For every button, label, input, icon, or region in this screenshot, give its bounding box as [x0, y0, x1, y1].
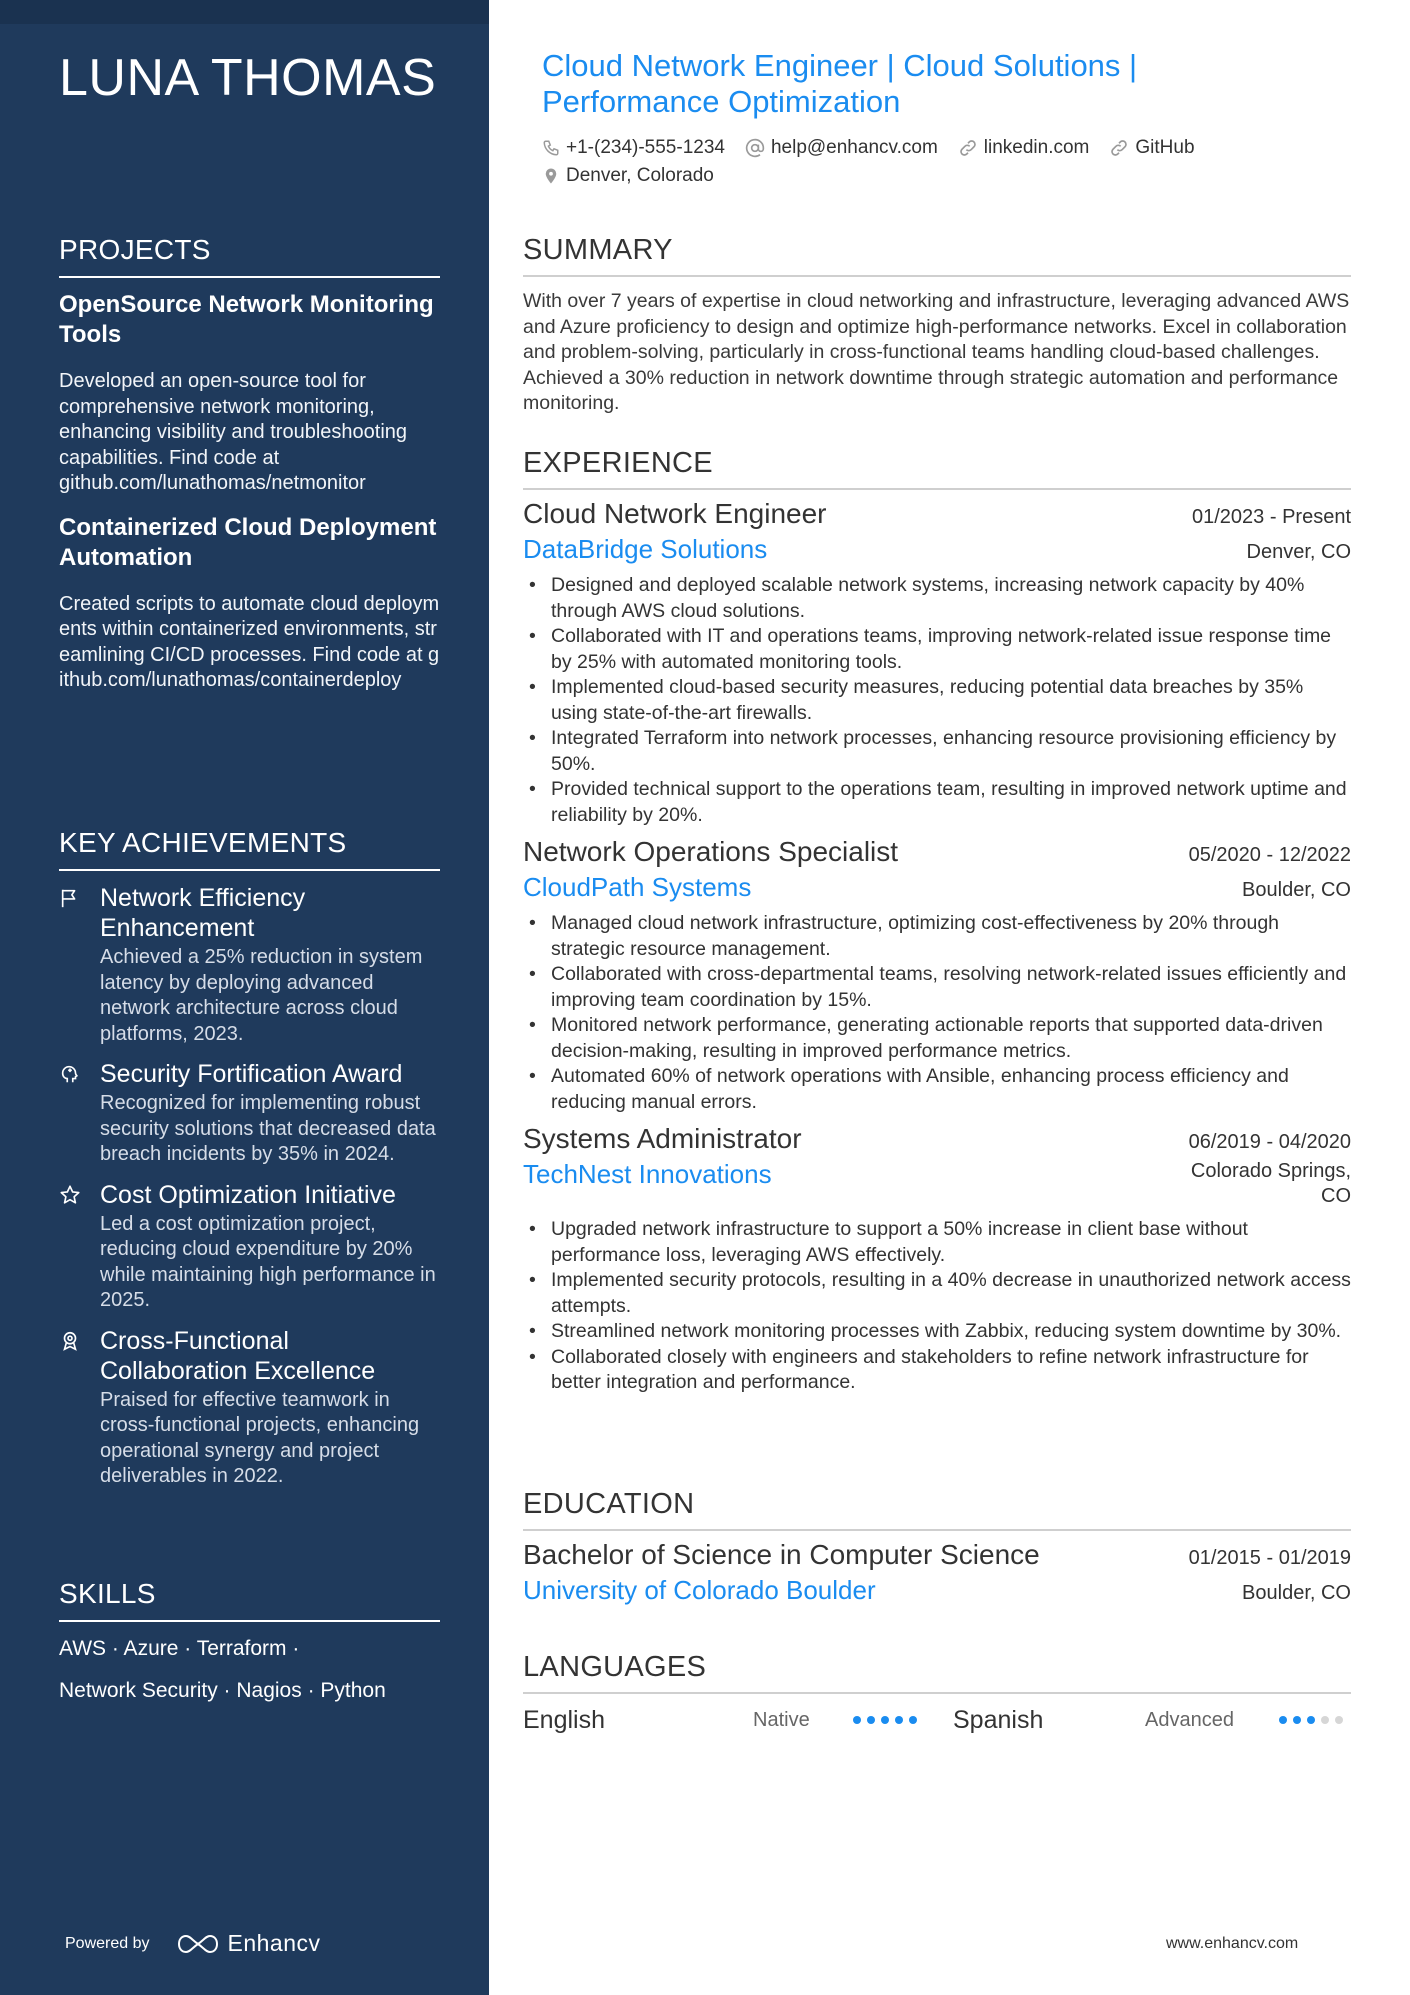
- language-name: Spanish: [953, 1705, 1044, 1734]
- skills-section: [59, 1578, 440, 1704]
- experience-section: [523, 447, 1351, 1396]
- job-bullets: [523, 911, 1351, 1115]
- list-item: • Integrated Terraform into network processes, enhancing resource provisioning efficiency by 50%.: [523, 726, 1351, 777]
- project-title: OpenSource Network Monitoring Tools: [59, 291, 434, 348]
- job-entry: [523, 498, 1351, 828]
- job-dates: 05/2020 - 12/2022: [1188, 844, 1351, 866]
- project-title: Containerized Cloud Deployment Automation: [59, 513, 437, 571]
- contact-phone[interactable]: +1-(234)-555-1234: [542, 137, 725, 159]
- job-location: Colorado Springs, CO: [1190, 1160, 1351, 1207]
- contact-location: Denver, Colorado: [542, 165, 714, 187]
- achievements-heading: KEY ACHIEVEMENTS: [59, 827, 440, 871]
- sidebar: [0, 0, 489, 1995]
- contact-linkedin[interactable]: linkedin.com: [958, 137, 1090, 159]
- list-item: • Managed cloud network infrastructure, optimizing cost-effectiveness by 20% through strategic resource management.: [523, 911, 1351, 962]
- project-description: Created scripts to automate cloud deployments within containerized environments, streamlining CI/CD processes. Find code at github.com/lunathomas/containerdeploy: [59, 592, 440, 691]
- link-icon: [1109, 138, 1129, 158]
- languages-row: [523, 1704, 1351, 1736]
- proficiency-dot: [909, 1716, 917, 1724]
- link-icon: [958, 138, 978, 158]
- contact-email[interactable]: help@enhancv.com: [745, 137, 938, 159]
- achievement-description: Led a cost optimization project, reducing cloud expenditure by 20% while maintaining high performance in 2025.: [100, 1212, 436, 1311]
- achievement-title: Cost Optimization Initiative: [100, 1180, 396, 1209]
- achievement-title: Network Efficiency Enhancement: [100, 884, 306, 942]
- job-location: Boulder, CO: [1242, 879, 1351, 901]
- list-item: • Upgraded network infrastructure to support a 50% increase in client base without performance loss, leveraging AWS effectively.: [523, 1217, 1351, 1268]
- proficiency-dot: [881, 1716, 889, 1724]
- project-item: [59, 290, 440, 497]
- list-item: • Monitored network performance, generating actionable reports that supported data-driven decision-making, resulting in improved performance metrics.: [523, 1013, 1351, 1064]
- languages-section: [523, 1651, 1351, 1736]
- proficiency-dot: [867, 1716, 875, 1724]
- job-title: Systems Administrator: [523, 1123, 802, 1154]
- job-title: Cloud Network Engineer: [523, 498, 827, 529]
- summary-text: With over 7 years of expertise in cloud networking and infrastructure, leveraging advanced AWS and Azure proficiency to design and optimize high-performance networks. Excel in collaboration and problem-solving, particularly in cross-functional teams handling cloud-based challenges. Achieved a 30% reduction in network downtime through strategic automation and performance monitoring.: [523, 290, 1350, 414]
- summary-section: [523, 234, 1351, 417]
- achievement-title: Cross-Functional Collaboration Excellence: [100, 1326, 376, 1385]
- list-item: • Implemented security protocols, resulting in a 40% decrease in unauthorized network access attempts.: [523, 1268, 1351, 1319]
- skills-heading: SKILLS: [59, 1578, 440, 1622]
- job-company[interactable]: CloudPath Systems: [523, 872, 752, 902]
- school[interactable]: University of Colorado Boulder: [523, 1575, 876, 1605]
- projects-section: [59, 234, 440, 694]
- degree: Bachelor of Science in Computer Science: [523, 1539, 1040, 1570]
- proficiency-dot: [853, 1716, 861, 1724]
- powered-by: [65, 1930, 321, 1957]
- project-description: Developed an open-source tool for comprehensive network monitoring, enhancing visibility and troubleshooting capabilities. Find code at github.com/lunathomas/netmonitor: [59, 370, 408, 494]
- job-bullets: [523, 1217, 1351, 1396]
- enhancv-logo-icon: [176, 1933, 220, 1955]
- skills-line: AWS · Azure · Terraform ·: [59, 1637, 300, 1660]
- language-level: Native: [753, 1708, 810, 1731]
- enhancv-logo[interactable]: [176, 1930, 321, 1957]
- star-icon: [59, 1180, 100, 1314]
- phone-icon: [542, 139, 560, 157]
- summary-heading: SUMMARY: [523, 234, 1351, 277]
- job-entry: [523, 836, 1351, 1115]
- education-entry: [523, 1539, 1351, 1606]
- achievements-section: [59, 827, 440, 1490]
- headline: Cloud Network Engineer | Cloud Solutions | Performance Optimization: [542, 48, 1138, 119]
- language-level: Advanced: [1145, 1708, 1234, 1731]
- location-pin-icon: [542, 166, 560, 186]
- contact-github[interactable]: GitHub: [1109, 137, 1194, 159]
- list-item: • Designed and deployed scalable network systems, increasing network capacity by 40% through AWS cloud solutions.: [523, 573, 1351, 624]
- job-bullets: [523, 573, 1351, 828]
- proficiency-dot: [895, 1716, 903, 1724]
- experience-heading: EXPERIENCE: [523, 447, 1351, 490]
- achievement-description: Recognized for implementing robust security solutions that decreased data breach incidents by 35% in 2024.: [100, 1092, 436, 1165]
- language-item: [523, 1706, 953, 1735]
- job-company[interactable]: TechNest Innovations: [523, 1159, 772, 1189]
- education-heading: EDUCATION: [523, 1488, 1351, 1531]
- powered-by-label: Powered by: [65, 1934, 150, 1952]
- projects-heading: PROJECTS: [59, 234, 440, 278]
- achievement-item: [59, 883, 440, 1047]
- achievement-title: Security Fortification Award: [100, 1060, 403, 1088]
- enhancv-brand: Enhancv: [227, 1930, 321, 1956]
- list-item: • Provided technical support to the operations team, resulting in improved network uptime and reliability by 20%.: [523, 777, 1351, 828]
- education-location: Boulder, CO: [1242, 1582, 1351, 1604]
- achievement-description: Achieved a 25% reduction in system latency by deploying advanced network architecture across cloud platforms, 2023.: [100, 946, 423, 1045]
- proficiency-dot: [1279, 1716, 1287, 1724]
- language-name: English: [523, 1705, 605, 1734]
- list-item: • Automated 60% of network operations with Ansible, enhancing process efficiency and reducing manual errors.: [523, 1064, 1351, 1115]
- job-company[interactable]: DataBridge Solutions: [523, 534, 768, 564]
- education-section: [523, 1488, 1351, 1606]
- list-item: • Implemented cloud-based security measures, reducing potential data breaches by 35% using state-of-the-art firewalls.: [523, 675, 1351, 726]
- proficiency-dot: [1293, 1716, 1301, 1724]
- language-item: [953, 1706, 1351, 1735]
- job-dates: 06/2019 - 04/2020: [1188, 1131, 1351, 1153]
- list-item: • Collaborated closely with engineers and stakeholders to refine network infrastructure for better integration and performance.: [523, 1345, 1351, 1396]
- job-dates: 01/2023 - Present: [1192, 506, 1351, 528]
- award-icon: [59, 1326, 100, 1490]
- list-item: • Streamlined network monitoring processes with Zabbix, reducing system downtime by 30%.: [523, 1319, 1351, 1345]
- footer-url[interactable]: www.enhancv.com: [1166, 1935, 1299, 1952]
- proficiency-dots: [1279, 1716, 1349, 1724]
- flag-icon: [59, 883, 100, 1047]
- achievement-item: [59, 1059, 440, 1168]
- list-item: • Collaborated with IT and operations teams, improving network-related issue response time by 25% with automated monitoring tools.: [523, 624, 1351, 675]
- skills-line: Network Security · Nagios · Python: [59, 1679, 386, 1702]
- job-location: Denver, CO: [1246, 541, 1351, 563]
- at-icon: [745, 138, 765, 158]
- list-item: • Collaborated with cross-departmental teams, resolving network-related issues efficiently and improving team coordination by 15%.: [523, 962, 1351, 1013]
- proficiency-dots: [853, 1716, 923, 1724]
- job-entry: [523, 1123, 1351, 1396]
- brain-icon: [59, 1059, 100, 1168]
- proficiency-dot: [1321, 1716, 1329, 1724]
- proficiency-dot: [1307, 1716, 1315, 1724]
- proficiency-dot: [1335, 1716, 1343, 1724]
- education-dates: 01/2015 - 01/2019: [1188, 1547, 1351, 1569]
- achievement-item: [59, 1180, 440, 1314]
- achievement-description: Praised for effective teamwork in cross-functional projects, enhancing operational synergy and project deliverables in 2022.: [100, 1388, 420, 1487]
- languages-heading: LANGUAGES: [523, 1651, 1351, 1694]
- candidate-name: LUNA THOMAS: [59, 49, 437, 107]
- job-title: Network Operations Specialist: [523, 836, 899, 867]
- project-item: [59, 513, 440, 694]
- contact-bar: [542, 134, 1302, 190]
- sidebar-top-strip: [0, 0, 489, 24]
- achievement-item: [59, 1326, 440, 1490]
